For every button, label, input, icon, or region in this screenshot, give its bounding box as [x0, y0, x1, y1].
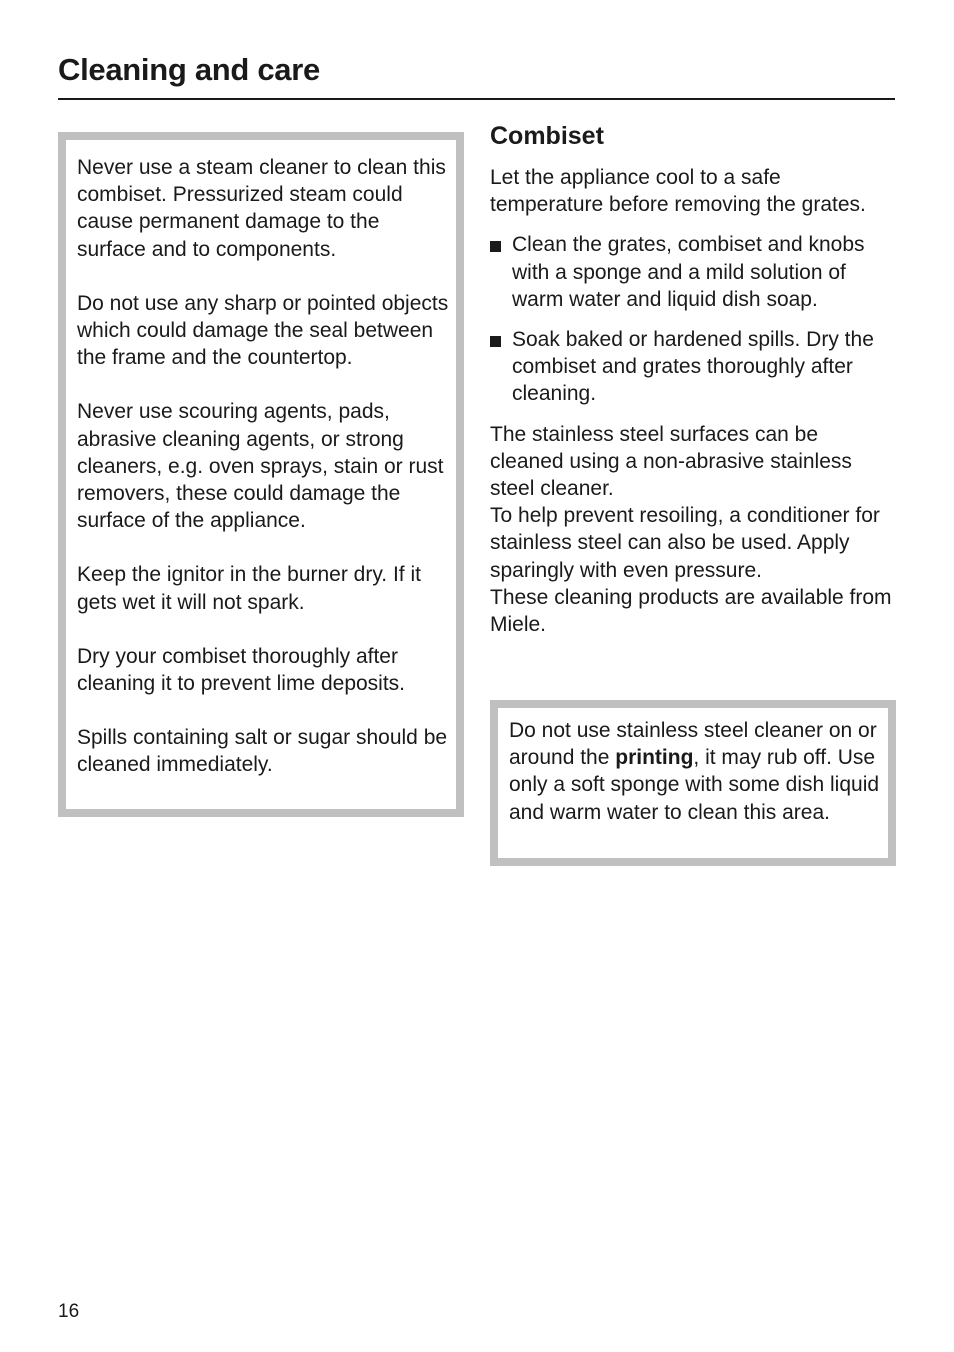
warning-printing-before: Do not use stainless steel cleaner on or around the: [509, 719, 877, 770]
warning-spills: Spills containing salt or sugar should be cleaned immediately.: [77, 726, 448, 777]
warning-dry-combiset: Dry your combiset thoroughly after cleaning it to prevent lime deposits.: [77, 644, 406, 696]
combiset-intro: Let the appliance cool to a safe temperature before removing the grates.: [490, 166, 866, 217]
warning-scouring-agents: Never use scouring agents, pads, abrasive cleaning agents, or strong cleaners, e.g. oven sprays, stain or rust removers, these could damage the surface of the appliance.: [77, 400, 444, 533]
warning-box-left: [58, 132, 464, 817]
warning-ignitor-dry: Keep the ignitor in the burner dry. If it gets wet it will not spark.: [77, 563, 421, 614]
warning-sharp-objects: Do not use any sharp or pointed objects which could damage the seal between the frame and the countertop.: [77, 291, 449, 370]
stainless-steel-cleaner-text: The stainless steel surfaces can be cleaned using a non-abrasive stainless steel cleaner.: [490, 422, 852, 501]
page-title: Cleaning and care: [58, 52, 320, 87]
square-bullet-icon: [490, 241, 501, 252]
conditioner-text: To help prevent resoiling, a conditioner for stainless steel can also be used. Apply sparingly with even pressure.: [490, 504, 880, 582]
section-heading-combiset: Combiset: [490, 122, 604, 150]
square-bullet-icon: [490, 336, 501, 347]
combiset-bullet-list: [490, 231, 896, 407]
warning-box-right: [490, 700, 896, 866]
warning-printing-text: [509, 717, 882, 826]
warning-steam-cleaner: Never use a steam cleaner to clean this combiset. Pressurized steam could cause permanent damage to the surface and to components.: [77, 156, 446, 261]
list-item: [490, 326, 896, 408]
page-number: 16: [58, 1301, 80, 1322]
availability-text: These cleaning products are available from Miele.: [490, 585, 892, 637]
warning-printing-after: , it may rub off. Use only a soft sponge with some dish liquid and warm water to clean this area.: [509, 746, 880, 824]
bullet-text: Soak baked or hardened spills. Dry the combiset and grates thoroughly after cleaning.: [512, 328, 874, 406]
combiset-body: [490, 164, 896, 638]
bullet-text: Clean the grates, combiset and knobs with a sponge and a mild solution of warm water and liquid dish soap.: [512, 233, 865, 311]
title-divider: [58, 98, 895, 100]
warning-printing-bold: printing: [615, 746, 694, 770]
list-item: [490, 231, 896, 313]
